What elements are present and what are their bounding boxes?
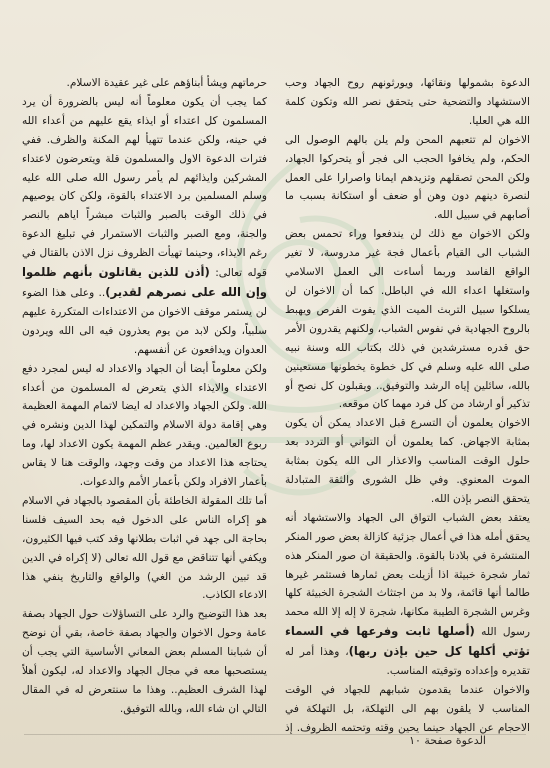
paragraph: الاخوان لم تتعبهم المحن ولم يلن بالهم الوصول الى الحكم، ولم يخافوا الحجب الى فجر أو يتحركوا الجهاد، ولكن المحن تصقلهم وتزيدهم ايمانا واصرارا على العمل لنصرة دينهم دون وهن أو ضعف أو استكانة بسبب ما أصابهم في سبيل الله. — [285, 133, 530, 222]
paragraph-text: .. وعلى هذا الضوء لن يستمر موقف الاخوان من الاعتداءات المتكررة عليهم سلبياً، ولكن لابد من يوم يعذرون فيه الى الله ويردون العدوان ويدافعون عن أنفسهم. — [22, 286, 267, 356]
quran-verse: (أذن للذين يقاتلون بأنهم ظلموا وإن الله على نصرهم لقدير) — [22, 265, 267, 299]
paragraph: بعد هذا التوضيح والرد على التساؤلات حول الجهاد بصفة عامة وحول الاخوان والجهاد بصفة خاصة، بقي أن نوضح أن شبابنا المسلم بعض المعاني الأساسية التي يجب أن يستصحبها معه في مجال الجهاد والاعداد له، ليكون أهلاً لهذا الشرف العظيم.. وهذا ما سنتعرض له في المقال التالي ان شاء الله، وبالله التوفيق. — [22, 608, 267, 715]
paragraph-text: يعتقد بعض الشباب التواق الى الجهاد والاستشهاد أنه يحقق أمله هذا في أعمال جزئية كازالة بعض صور المنكر المنتشرة في بلادنا بالقوة. والحقيقة ان صور المنكر هذه ثمار شجرة خبيثة اذا أزيلت بعض ثمارها فستثمر غيرها طالما أنها قائمة، ولا بد من اجتثاث الشجرة الخبيثة كلها وغرس الشجرة الطيبة مكانها، شجرة لا إله إلا الله محمد رسول الله — [285, 511, 530, 639]
quran-verse: (أصلها ثابت وفرعها في السماء تؤتي أكلها كل حين بإذن ربها) — [285, 624, 530, 659]
paragraph: ولكن الاخوان مع ذلك لن يندفعوا وراء تحمس بعض الشباب الى القيام بأعمال فجة غير مدروسة، لا تغير الواقع الفاسد وربما أساءت الى العمل الاسلامي واستغلها اعداء الله في الباطل. كما أن الاخوان لن يسلكوا سبيل التربث الميت الذي يفوت الفرص ويهبط بالروح الجهادية في نفوس الشباب، ولكنهم يقدرون الأمر حق قدره مسترشدين في ذلك بكتاب الله وسنة نبيه صلى الله عليه وسلم في كل خطوة يخطونها مستعينين بالله، سائلين إياه الرشد والتوفيق.. ويقبلون كل نصح أو تذكير أو ارشاد من كل فرد مهما كان موقعه. — [285, 228, 530, 411]
paragraph: والاخوان عندما يقدمون شبابهم للجهاد في الوقت المناسب لا يلقون بهم الى التهلكة، بل التهلكة في الاحجام عن الجهاد حينما يحين وقته وتحتمه الظروف. إذ — [285, 684, 530, 734]
paragraph: الدعوة بشمولها ونقائها، ويورثونهم روح الجهاد وحب الاستشهاد والتضحية حتى يتحقق نصر الله وتكون كلمة الله هي العليا. — [285, 77, 530, 127]
paragraph-text: كما يجب أن يكون معلوماً أنه ليس بالضرورة أن يرد المسلمون كل اعتداء أو ايذاء يقع عليهم من أعداء الله في حينه، ولكن عندما تتهيأ لهم المكنة والظرف. ففي فترات الدعوة الاول والمسلمون قلة ويتعرضون لاعتداء المشركين وايذائهم لم يأمر رسول الله صلى الله عليه وسلم المسلمين برد الاعتداء بالقوة، ولكن كان يوصيهم في ذلك الوقت بالصبر والثبات مبشراً اياهم بالنصر والجنة، ومع الصبر والثبات الاستمرار في تبليغ الدعوة رغم الايذاء، وحينما تهيأت الظروف نزل الاذن بالقتال في قوله تعالى: — [22, 95, 267, 280]
page-number-label: الدعوة صفحة ١٠ — [409, 734, 486, 747]
paragraph — [22, 93, 267, 360]
article-columns — [22, 74, 530, 734]
paragraph-text: ، وهذا أمر له تقديره وإعداده وتوقيته المناسب. — [285, 646, 530, 678]
paragraph: حرماتهم ويشأ أبناؤهم على غير عقيدة الاسلام. — [66, 77, 267, 89]
paragraph — [285, 509, 530, 681]
paragraph: الاخوان يعلمون أن التسرع قبل الاعداد يمكن أن يكون بمثابة الاجهاض. كما يعلمون أن التواني أو التردد بعد حلول الوقت المناسب والاعذار الى الله يكون بمثابة الموت المعنوي. وفي ظل الشورى والثقة المتبادلة يتحقق النصر بإذن الله. — [285, 417, 530, 505]
article-column-right — [285, 74, 530, 734]
paragraph: أما تلك المقولة الخاطئة بأن المقصود بالجهاد في الاسلام هو إكراه الناس على الدخول فيه بحد السيف فلسنا بحاجة الى جهد في اثبات بطلانها وقد كتب فيها الكثيرون، ويكفي أنها تتناقض مع قول الله تعالى (لا إكراه في الدين قد تبين الرشد من الغي) والواقع والتاريخ ينفي هذا الادعاء الكاذب. — [22, 494, 267, 602]
page-footer — [0, 734, 550, 756]
article-column-left — [22, 74, 267, 734]
paragraph: ولكن معلوماً أيضا أن الجهاد والاعداد له ليس لمجرد دفع الاعتداء والايذاء الذي يتعرض له المسلمون من أعداء الله. ولكن الجهاد والاعداد له ايضا لاتمام المهمة العظيمة وهي إقامة دولة الاسلام والتمكين لهذا الدين ونشره في ربوع العالمين. ويقدر عظم المهمة يكون الاعداد لها، وما يحتاجه هذا الاعداد من وقت وجهد، والوقت هنا لا يقاس بأعمار الافراد ولكن بأعمار الأمم والدعوات. — [22, 362, 267, 489]
